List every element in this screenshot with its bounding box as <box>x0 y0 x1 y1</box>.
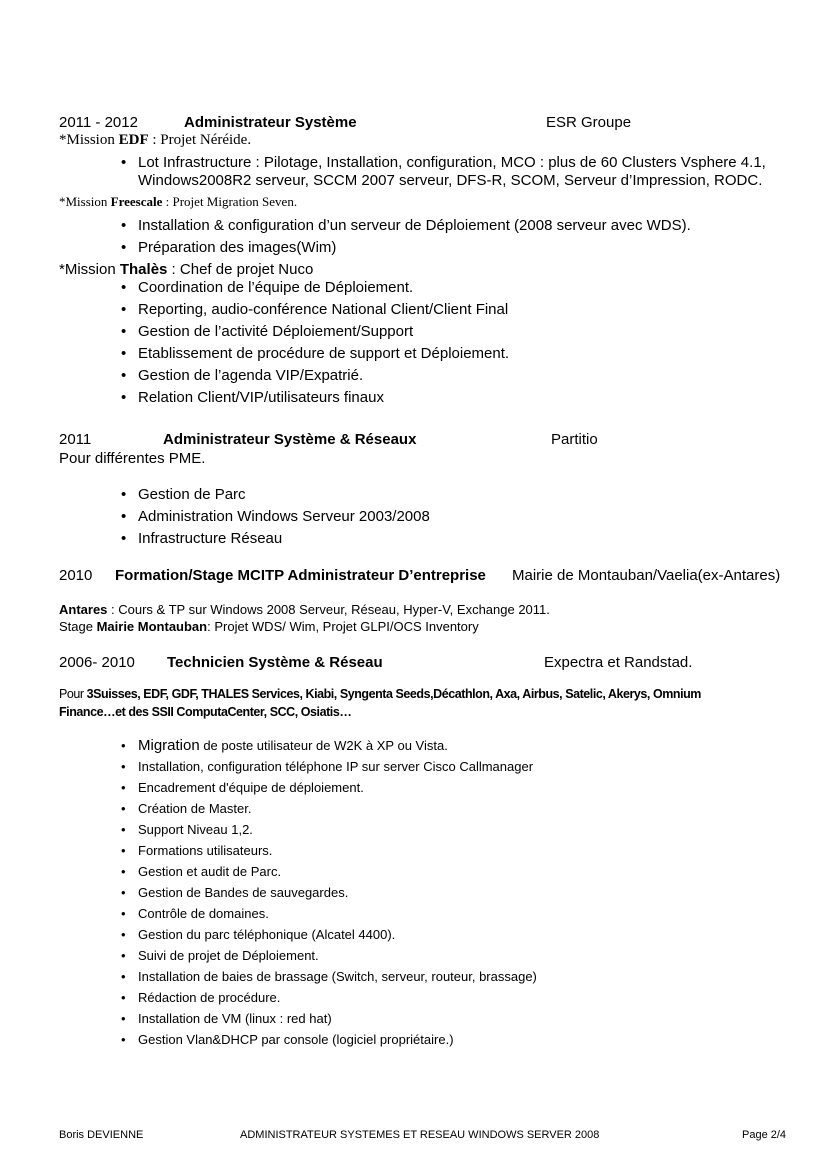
mission-freescale-item: • Installation & configuration d’un serveur de Déploiement (2008 serveur avec WDS). <box>121 215 691 237</box>
mission-edf-item-continuation: Windows2008R2 serveur, SCCM 2007 serveur, DFS-R, SCOM, Serveur d’Impression, RODC. <box>138 172 763 189</box>
footer-author: Boris DEVIENNE <box>59 1129 144 1141</box>
job4-item: • Installation de VM (linux : red hat) <box>121 1008 537 1029</box>
job4-period: 2006- 2010 <box>59 654 135 671</box>
job2-title: Administrateur Système & Réseaux <box>163 431 417 448</box>
job4-item <box>121 735 537 756</box>
job4-clients-line1 <box>59 687 701 701</box>
mission-edf-list <box>121 153 766 172</box>
job2-company: Partitio <box>551 431 598 448</box>
mission-thales-list <box>121 277 509 409</box>
job4-company: Expectra et Randstad. <box>544 654 693 671</box>
mission-freescale-line <box>59 194 297 210</box>
job4-item: • Installation de baies de brassage (Switch, serveur, routeur, brassage) <box>121 966 537 987</box>
job3-stage-line <box>59 619 479 634</box>
job1-company: ESR Groupe <box>546 114 632 131</box>
mission-freescale-prefix: *Mission <box>59 194 111 209</box>
mission-thales-item: • Relation Client/VIP/utilisateurs finaux <box>121 387 509 409</box>
job4-item: • Gestion de Bandes de sauvegardes. <box>121 882 537 903</box>
mission-edf-rest: : Projet Néréide. <box>148 132 252 148</box>
mission-edf-item: • Lot Infrastructure : Pilotage, Installation, configuration, MCO : plus de 60 Clusters Vsphere 4.1, <box>121 153 766 172</box>
job4-item: • Support Niveau 1,2. <box>121 819 537 840</box>
job4-item-text: de poste utilisateur de W2K à XP ou Vista. <box>199 738 448 753</box>
mission-thales-rest: : Chef de projet Nuco <box>167 261 314 278</box>
job3-antares-text: : Cours & TP sur Windows 2008 Serveur, Réseau, Hyper-V, Exchange 2011. <box>107 602 550 617</box>
job3-stage-text: : Projet WDS/ Wim, Projet GLPI/OCS Inventory <box>207 619 479 634</box>
job3-company: Mairie de Montauban/Vaelia(ex-Antares) <box>512 567 781 584</box>
job3-antares-line <box>59 602 550 617</box>
mission-freescale-item: • Préparation des images(Wim) <box>121 237 691 259</box>
mission-edf-client: EDF <box>118 132 149 148</box>
mission-thales-line <box>59 261 313 278</box>
job4-item: • Installation, configuration téléphone IP sur server Cisco Callmanager <box>121 756 537 777</box>
footer-page-number: Page 2/4 <box>742 1129 787 1141</box>
job2-item: • Administration Windows Serveur 2003/2008 <box>121 506 430 528</box>
job3-period: 2010 <box>59 567 93 584</box>
mission-edf-line <box>59 132 251 149</box>
job4-clients-line2: Finance…et des SSII ComputaCenter, SCC, Osiatis… <box>59 705 352 719</box>
job1-title: Administrateur Système <box>184 114 357 131</box>
job4-list <box>121 735 537 1050</box>
mission-thales-client: Thalès <box>119 261 168 278</box>
job4-item: • Contrôle de domaines. <box>121 903 537 924</box>
job4-item: • Formations utilisateurs. <box>121 840 537 861</box>
job2-item: • Gestion de Parc <box>121 484 430 506</box>
mission-freescale-client: Freescale <box>110 194 163 209</box>
job1-period: 2011 - 2012 <box>59 114 138 131</box>
job4-clients-list: 3Suisses, EDF, GDF, THALES Services, Kiabi, Syngenta Seeds,Décathlon, Axa, Airbus, Satelic, Akerys, Omnium <box>86 687 701 701</box>
job4-title: Technicien Système & Réseau <box>167 654 383 671</box>
job3-antares-label: Antares <box>59 602 108 617</box>
mission-thales-item: • Reporting, audio-conférence National Client/Client Final <box>121 299 509 321</box>
job4-item: • Encadrement d'équipe de déploiement. <box>121 777 537 798</box>
mission-freescale-rest: : Projet Migration Seven. <box>162 194 298 209</box>
mission-thales-item: • Etablissement de procédure de support et Déploiement. <box>121 343 509 365</box>
job4-item: • Création de Master. <box>121 798 537 819</box>
job4-item: • Gestion du parc téléphonique (Alcatel 4400). <box>121 924 537 945</box>
job3-stage-label: Mairie Montauban <box>96 619 208 634</box>
mission-thales-item: • Gestion de l’agenda VIP/Expatrié. <box>121 365 509 387</box>
footer-title: ADMINISTRATEUR SYSTEMES ET RESEAU WINDOWS SERVER 2008 <box>240 1129 600 1141</box>
mission-thales-item: • Coordination de l’équipe de Déploiement. <box>121 277 509 299</box>
job4-clients-prefix: Pour <box>59 687 87 701</box>
job2-item: • Infrastructure Réseau <box>121 528 430 550</box>
mission-thales-prefix: *Mission <box>59 261 120 278</box>
job2-intro: Pour différentes PME. <box>59 450 206 467</box>
job4-item-emphasis: Migration <box>138 737 200 754</box>
job4-item: • Suivi de projet de Déploiement. <box>121 945 537 966</box>
job3-title: Formation/Stage MCITP Administrateur D’entreprise <box>115 567 486 584</box>
job4-item: • Gestion Vlan&DHCP par console (logiciel propriétaire.) <box>121 1029 537 1050</box>
job4-item: • Gestion et audit de Parc. <box>121 861 537 882</box>
job4-item: • Rédaction de procédure. <box>121 987 537 1008</box>
job3-stage-prefix: Stage <box>59 619 97 634</box>
mission-thales-item: • Gestion de l’activité Déploiement/Support <box>121 321 509 343</box>
job2-list <box>121 484 430 550</box>
mission-freescale-list <box>121 215 691 259</box>
job2-period: 2011 <box>59 431 92 448</box>
mission-edf-prefix: *Mission <box>59 132 119 148</box>
